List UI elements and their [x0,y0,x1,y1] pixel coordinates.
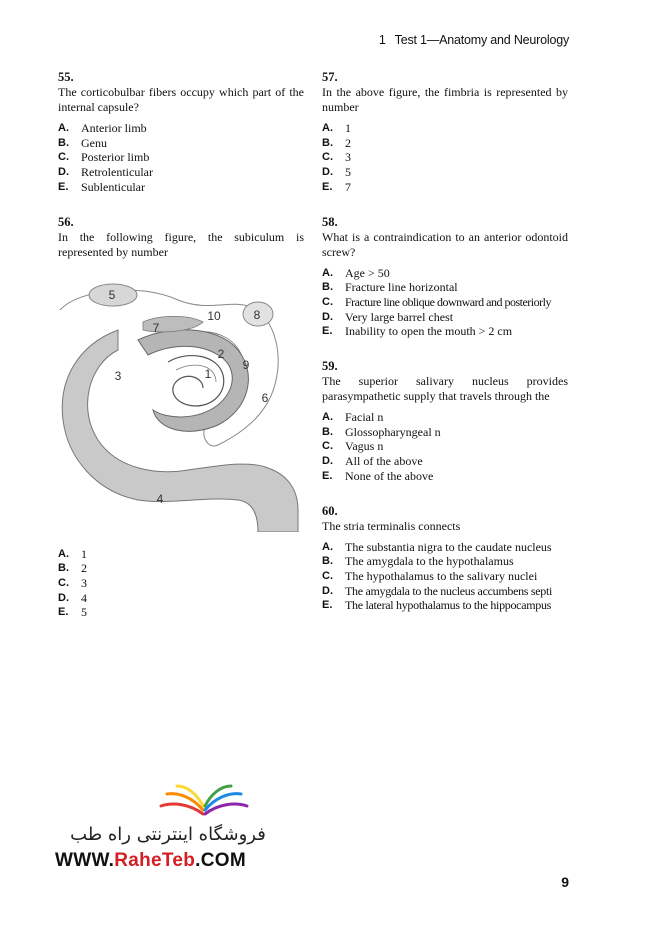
figure-label-1: 1 [204,366,212,381]
option-text: Sublenticular [81,179,145,194]
option-letter: C. [58,576,69,589]
option-letter: D. [322,584,333,597]
option-letter: A. [58,122,69,134]
option-e[interactable] [322,324,568,339]
question-57 [322,70,568,195]
option-text: The hypothalamus to the salivary nuclei [345,568,538,583]
option-d[interactable] [322,454,568,469]
option-letter: A. [322,540,333,553]
option-letter: E. [322,469,333,482]
option-text: Vagus n [345,439,384,454]
option-text: The amygdala to the nucleus accumbens septi [345,583,553,598]
option-c[interactable] [58,150,304,165]
option-a[interactable] [322,266,568,281]
option-text: Facial n [345,410,384,425]
option-e[interactable] [322,180,568,195]
figure-label-8: 8 [253,307,261,322]
option-letter: D. [58,591,69,604]
option-text: 2 [345,135,351,150]
option-d[interactable] [322,310,568,325]
option-a[interactable] [322,121,568,136]
option-letter: D. [322,310,333,323]
page-number: 9 [561,874,569,890]
option-text: 2 [81,561,87,576]
left-column [58,70,304,640]
right-column [322,70,568,633]
url-prefix: WWW. [55,850,115,871]
chapter-number: 1 [378,33,386,47]
question-60 [322,504,568,614]
figure-label-10: 10 [207,308,221,323]
question-stem: In the following figure, the subiculum is represented by number [58,229,304,259]
option-b[interactable] [322,425,568,440]
option-letter: A. [58,547,69,560]
option-text: The amygdala to the hypothalamus [345,554,514,569]
option-text: 1 [345,121,351,135]
option-letter: A. [322,411,333,424]
option-c[interactable] [322,150,568,165]
option-c[interactable] [322,295,568,310]
option-text: None of the above [345,468,434,483]
option-b[interactable] [322,280,568,295]
hippocampus-figure [58,270,304,532]
option-text: Retrolenticular [81,165,153,180]
question-56 [58,215,304,621]
figure-label-6: 6 [261,390,269,405]
question-number: 60. [322,503,338,518]
option-letter: E. [322,180,333,193]
option-letter: B. [322,281,333,294]
option-letter: C. [322,295,333,308]
option-letter: C. [322,569,333,582]
option-letter: A. [322,122,333,134]
option-e[interactable] [322,598,568,613]
option-text: Genu [81,135,107,150]
option-letter: D. [58,166,69,179]
option-text: All of the above [345,454,423,469]
question-stem: The corticobulbar fibers occupy which part of the internal capsule? [58,85,304,114]
option-text: Fracture line horizontal [345,280,458,295]
option-d[interactable] [58,165,304,180]
question-stem: The stria terminalis connects [322,518,461,533]
option-letter: C. [322,151,333,164]
option-letter: B. [58,136,69,149]
option-letter: E. [58,180,69,193]
option-a[interactable] [322,540,568,555]
option-text: The lateral hypothalamus to the hippocampus [345,598,552,613]
option-text: 7 [345,179,351,194]
question-number: 57. [322,70,338,84]
option-text: Glossopharyngeal n [345,424,441,439]
option-text: 4 [81,590,87,605]
running-header [379,33,569,47]
option-text: 5 [345,165,351,180]
option-e[interactable] [322,469,568,484]
option-letter: B. [322,555,333,568]
option-b[interactable] [322,136,568,151]
figure-label-5: 5 [108,287,116,302]
option-text: 3 [345,150,351,165]
option-a[interactable] [58,547,304,562]
option-c[interactable] [58,576,304,591]
question-number: 59. [322,359,338,374]
figure-label-7: 7 [152,320,160,335]
question-stem: In the above figure, the fimbria is represented by number [322,85,568,114]
watermark-url [55,850,246,872]
option-letter: E. [322,325,333,338]
question-59 [322,359,568,484]
chapter-title: Test 1—Anatomy and Neurology [394,33,569,47]
url-brand: RaheTeb [114,850,196,871]
question-number: 56. [58,214,74,229]
url-suffix: .COM [195,850,246,871]
question-58 [322,215,568,340]
option-letter: C. [58,151,69,164]
option-d[interactable] [322,584,568,599]
figure-label-4: 4 [156,491,164,506]
option-a[interactable] [322,410,568,425]
option-text: Very large barrel chest [345,309,454,324]
option-d[interactable] [58,591,304,606]
figure-label-3: 3 [114,368,122,383]
watermark-persian-text: فروشگاه اینترنتی راه طب [70,824,266,845]
option-text: Age > 50 [345,265,390,280]
option-letter: E. [58,606,69,619]
question-number: 58. [322,214,338,229]
option-b[interactable] [58,136,304,151]
option-c[interactable] [322,439,568,454]
option-a[interactable] [58,121,304,136]
option-letter: E. [322,599,333,612]
option-letter: C. [322,440,333,453]
option-c[interactable] [322,569,568,584]
option-letter: B. [322,425,333,438]
option-text: 1 [81,546,87,561]
option-letter: B. [58,562,69,575]
question-number: 55. [58,70,74,84]
question-stem: What is a contraindication to an anterior odontoid screw? [322,229,568,259]
figure-label-2: 2 [217,346,225,361]
option-letter: B. [322,136,333,149]
option-letter: D. [322,455,333,468]
option-letter: D. [322,166,333,179]
option-text: 5 [81,605,87,620]
option-e[interactable] [58,180,304,195]
option-text: 3 [81,575,87,590]
question-stem: The superior salivary nucleus provides parasympathetic supply that travels through the [322,374,568,404]
option-text: Inability to open the mouth > 2 cm [345,324,513,339]
option-text: Posterior limb [81,150,150,165]
question-55 [58,70,304,195]
option-letter: A. [322,266,333,279]
option-b[interactable] [58,561,304,576]
option-text: The substantia nigra to the caudate nucleus [345,539,552,554]
option-b[interactable] [322,554,568,569]
figure-label-9: 9 [242,357,250,372]
option-text: Anterior limb [81,121,147,135]
option-e[interactable] [58,605,304,620]
option-text: Fracture line oblique downward and posteriorly [345,294,551,309]
option-d[interactable] [322,165,568,180]
